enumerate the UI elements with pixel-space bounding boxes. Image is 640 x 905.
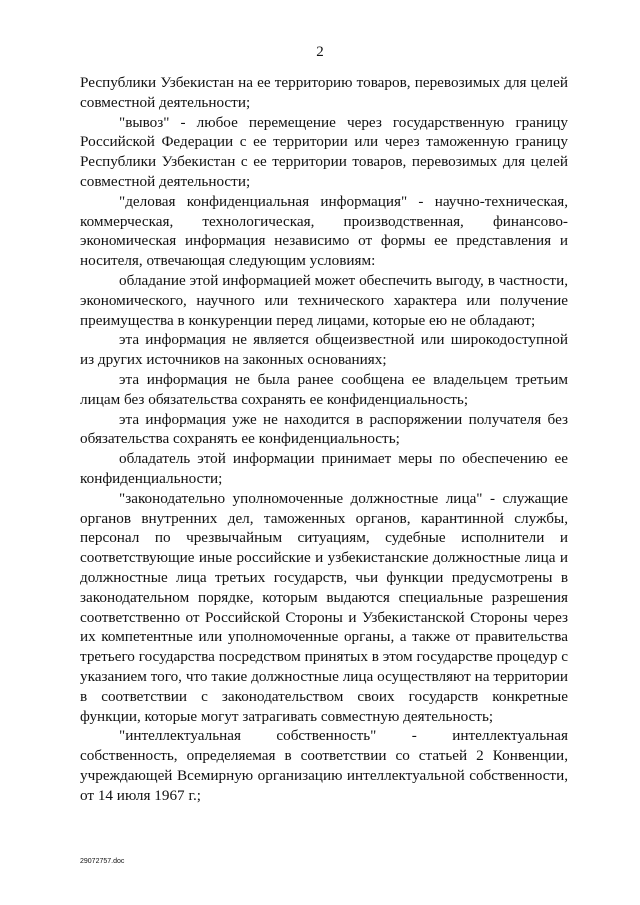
paragraph-import-continuation: Республики Узбекистан на ее территорию товаров, перевозимых для целей совместной деятельности; [80, 74, 568, 111]
paragraph-intellectual-property-definition: "интеллектуальная собственность" - интеллектуальная собственность, определяемая в соответствии со статьей 2 Конвенции, учреждающей Всемирную организацию интеллектуальной собственности, от 14 июля 1967 г.; [80, 727, 568, 804]
page-number: 2 [316, 44, 324, 60]
document-body [80, 73, 568, 805]
paragraph-confidential-info-definition: "деловая конфиденциальная информация" - научно-техническая, коммерческая, технологическая, производственная, финансово-экономическая информация независимо от формы ее представления и носителя, отвечающая следующим условиям: [80, 192, 568, 270]
file-name-footer: 29072757.doc [80, 858, 125, 865]
paragraph-condition-not-public: эта информация не является общеизвестной или широкодоступной из других источников на законных основаниях; [80, 331, 568, 369]
paragraph-condition-not-disclosed: эта информация не была ранее сообщена ее владельцем третьим лицам без обязательства сохранять ее конфиденциальность; [80, 370, 568, 408]
paragraph-authorized-officials-definition: "законодательно уполномоченные должностные лица" - служащие органов внутренних дел, таможенных органов, карантинной службы, персонал по чрезвычайным ситуациям, судебные исполнители и соответствующие иные российские и узбекистанские должностные лица и должностные лица третьих государств, чьи функции предусмотрены в законодательном порядке, которым выдаются специальные разрешения соответственно от Российской Стороны и Узбекистанской Стороны через их компетентные или уполномоченные органы, а также от правительства третьего государства посредством принятых в этом государстве процедур с указанием того, что такие должностные лица осуществляют на территории в соответствии с законодательством своих государств конкретные функции, которые могут затрагивать совместную деятельность; [80, 489, 568, 725]
paragraph-export-definition: "вывоз" - любое перемещение через государственную границу Российской Федерации с ее территории или через таможенную границу Республики Узбекистан с ее территории товаров, перевозимых для целей совместной деятельности; [80, 113, 568, 190]
paragraph-condition-benefit: обладание этой информацией может обеспечить выгоду, в частности, экономического, научного или технического характера или получение преимущества в конкуренции перед лицами, которые ею не обладают; [80, 271, 568, 329]
paragraph-condition-not-possessed: эта информация уже не находится в распоряжении получателя без обязательства сохранять ее конфиденциальность; [80, 410, 568, 448]
paragraph-condition-protection: обладатель этой информации принимает меры по обеспечению ее конфиденциальности; [80, 450, 568, 487]
